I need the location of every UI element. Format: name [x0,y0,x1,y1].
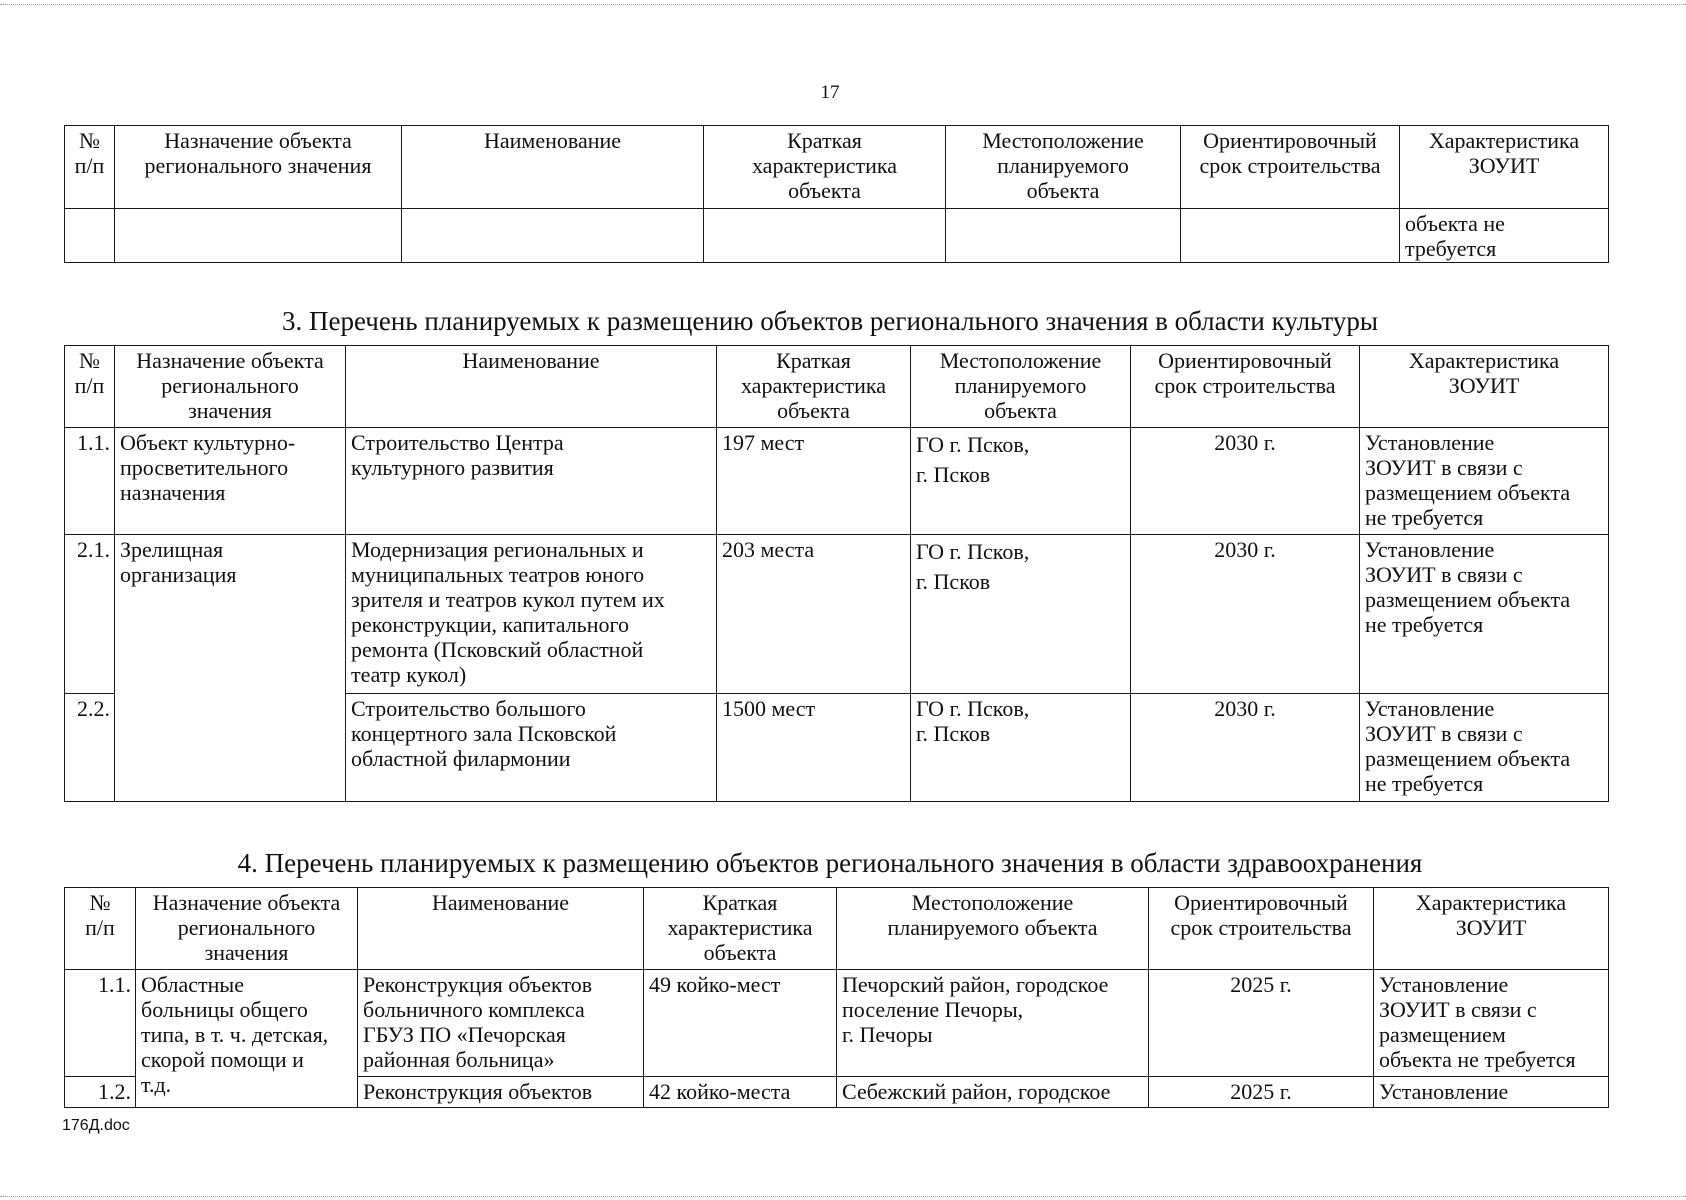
cell-characteristic: 1500 мест [717,694,911,802]
header-cell-name: Наименование [358,888,644,970]
header-cell-characteristic: Краткая характеристика объекта [704,126,946,209]
cell-purpose: Областные больницы общего типа, в т. ч. детская, скорой помощи и т.д. [136,970,358,1108]
cell-number: 1.1. [65,428,115,535]
cell-name: Реконструкция объектов больничного комплекса ГБУЗ ПО «Печорская районная больница» [358,970,644,1077]
header-cell-term: Ориентировочный срок строительства [1181,126,1400,209]
table-row [65,428,1609,535]
cell-number: 1.2. [65,1077,136,1108]
table-healthcare [64,887,1609,1108]
header-cell-number: № п/п [65,126,115,209]
header-cell-name: Наименование [346,346,717,428]
header-cell-purpose: Назначение объекта регионального значения [136,888,358,970]
cell-zouit: Установление ЗОУИТ в связи с размещением объекта не требуется [1374,970,1609,1077]
cell-term: 2030 г. [1131,694,1360,802]
header-cell-term: Ориентировочный срок строительства [1149,888,1374,970]
table-row [65,209,1609,263]
header-cell-zouit: Характеристика ЗОУИТ [1360,346,1609,428]
cell-purpose [115,209,402,263]
scan-edge-bottom [0,1196,1686,1197]
cell-purpose: Объект культурно- просветительного назначения [115,428,346,535]
header-cell-characteristic: Краткая характеристика объекта [644,888,837,970]
cell-location [946,209,1181,263]
table-continued [64,125,1609,263]
header-cell-number: № п/п [65,888,136,970]
cell-zouit: Установление ЗОУИТ в связи с размещением объекта не требуется [1360,694,1609,802]
header-cell-zouit: Характеристика ЗОУИТ [1374,888,1609,970]
cell-number: 1.1. [65,970,136,1077]
table-row [65,970,1609,1077]
cell-term: 2025 г. [1149,1077,1374,1108]
cell-term: 2030 г. [1131,428,1360,535]
cell-term [1181,209,1400,263]
cell-name: Модернизация региональных и муниципальных театров юного зрителя и театров кукол путем их реконструкции, капитального ремонта (Псковский областной театр кукол) [346,535,717,694]
cell-location: Печорский район, городское поселение Печоры, г. Печоры [837,970,1149,1077]
header-cell-purpose: Назначение объекта регионального значения [115,346,346,428]
cell-number [65,209,115,263]
cell-term: 2025 г. [1149,970,1374,1077]
section-3-title: 3. Перечень планируемых к размещению объектов регионального значения в области культуры [281,306,1379,336]
cell-name: Строительство Центра культурного развития [346,428,717,535]
header-cell-term: Ориентировочный срок строительства [1131,346,1360,428]
header-cell-zouit: Характеристика ЗОУИТ [1400,126,1609,209]
cell-term: 2030 г. [1131,535,1360,694]
cell-zouit: Установление ЗОУИТ в связи с размещением объекта не требуется [1360,428,1609,535]
cell-location: ГО г. Псков, г. Псков [911,428,1131,535]
table-header-row [65,346,1609,428]
cell-characteristic: 197 мест [717,428,911,535]
header-cell-characteristic: Краткая характеристика объекта [717,346,911,428]
cell-number: 2.2. [65,694,115,802]
cell-name [402,209,704,263]
header-cell-location: Местоположение планируемого объекта [837,888,1149,970]
cell-name: Строительство большого концертного зала Псковской областной филармонии [346,694,717,802]
cell-location: Себежский район, городское [837,1077,1149,1108]
cell-zouit: Установление [1374,1077,1609,1108]
cell-characteristic: 42 койко-места [644,1077,837,1108]
cell-location: ГО г. Псков, г. Псков [911,694,1131,802]
table-culture [64,345,1609,802]
cell-characteristic: 49 койко-мест [644,970,837,1077]
cell-characteristic: 203 места [717,535,911,694]
cell-location: ГО г. Псков, г. Псков [911,535,1131,694]
scan-edge-top [0,4,1686,5]
table-header-row [65,126,1609,209]
footer-filename: 176Д.doc [62,1117,130,1134]
page-number: 17 [820,82,840,103]
cell-name: Реконструкция объектов [358,1077,644,1108]
header-cell-location: Местоположение планируемого объекта [946,126,1181,209]
cell-characteristic [704,209,946,263]
cell-zouit: Установление ЗОУИТ в связи с размещением объекта не требуется [1360,535,1609,694]
section-4-title: 4. Перечень планируемых к размещению объектов регионального значения в области здравоохранения [237,848,1423,878]
cell-zouit: объекта не требуется [1400,209,1609,263]
cell-purpose: Зрелищная организация [115,535,346,802]
cell-number: 2.1. [65,535,115,694]
table-header-row [65,888,1609,970]
header-cell-number: № п/п [65,346,115,428]
header-cell-name: Наименование [402,126,704,209]
header-cell-location: Местоположение планируемого объекта [911,346,1131,428]
header-cell-purpose: Назначение объекта регионального значения [115,126,402,209]
table-row [65,535,1609,694]
